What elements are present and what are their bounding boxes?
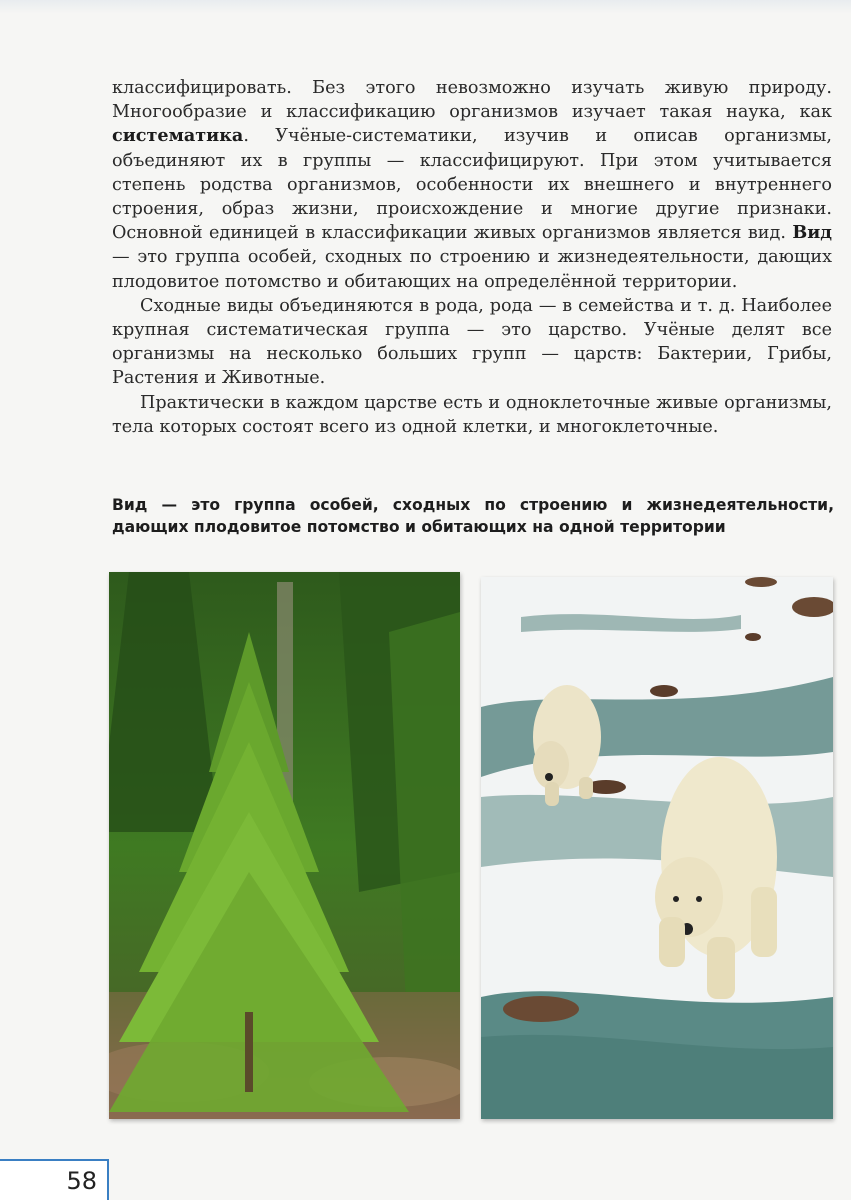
page-number: 58: [66, 1167, 97, 1195]
page-top-band: [0, 0, 851, 14]
spruce-tree-photo: [109, 572, 460, 1119]
term-systematics: систематика: [112, 125, 244, 147]
paragraph-2: Сходные виды объединяются в рода, рода — в семейства и т. д. Наиболее крупная систематическая группа — это царство. Учёные делят все организмы на несколько больших групп — царств: Бактерии, Грибы, Растения и Животные.: [112, 295, 832, 389]
term-species: Вид: [792, 222, 832, 244]
definition-callout: Вид — это группа особей, сходных по строению и жизнедеятельности, дающих плодовитое потомство и обитающих на одной территории: [112, 496, 834, 536]
paragraph-1: классифицировать. Без этого невозможно изучать живую природу. Многообразие и классификацию организмов изучает такая наука, как систематика. Учёные-систематики, изучив и описав организмы, объединяют их в группы — классифицируют. При этом учитывается степень родства организмов, особенности их внешнего и внутреннего строения, образ жизни, происхождение и многие другие признаки. Основной единицей в классификации живых организмов является вид. Вид — это группа особей, сходных по строению и жизнедеятельности, дающих плодовитое потомство и обитающих на определённой территории.: [112, 78, 832, 292]
page-number-box: [0, 1159, 109, 1200]
paragraph-3: Практически в каждом царстве есть и одноклеточные живые организмы, тела которых состоят всего из одной клетки, и многоклеточные.: [112, 392, 832, 437]
body-text: [112, 76, 832, 439]
polar-bears-photo: [481, 577, 833, 1119]
